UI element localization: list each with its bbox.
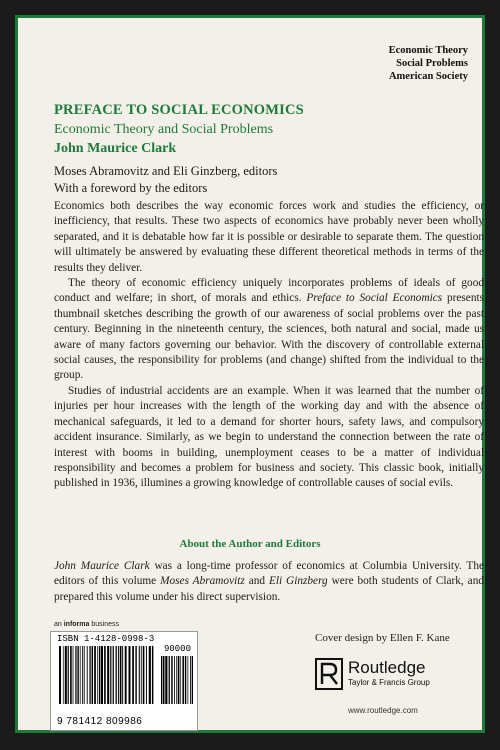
- book-foreword: With a foreword by the editors: [54, 181, 208, 195]
- isbn-barcode: [50, 631, 198, 731]
- isbn-number: 9 781412 809986: [57, 716, 143, 727]
- subject-list: [389, 44, 468, 83]
- price-barcode-bars: [161, 656, 193, 704]
- routledge-logo-icon: [315, 658, 343, 690]
- about-section: [54, 559, 484, 605]
- isbn-label: ISBN 1-4128-0998-3: [57, 634, 155, 644]
- book-author: John Maurice Clark: [54, 141, 177, 156]
- subject-item: American Society: [388, 71, 468, 82]
- publisher-group: Taylor & Francis Group: [348, 678, 430, 687]
- description-paragraph: The theory of economic efficiency uniquely incorporates problems of ideals of good conduct and welfare; in short, of morals and ethics. Preface to Social Economics presents thumbnail sketches describing the growth of our awareness of social problems over the past century. Beginning in the nineteenth century, the sciences, both natural and social, made us aware of many factors governing our behavior. With the discovery of controllable external social causes, the responsibility for problems (and change) shifted from the individual to the group.: [54, 277, 485, 382]
- description-paragraph: Studies of industrial accidents are an example. When it was learned that the number of injuries per hour increases with the length of the working day and with the absence of mechanical safeguards, it led to a demand for shorter hours, safety laws, and compulsory accident insurance. Similarly, as we begin to understand the connection between the rate of interest with booms in building, unemployment ceases to be a matter of individual responsibility and becomes a problem for business and society. This classic book, initially published in 1936, illumines a growing knowledge of controllable causes of social evils.: [54, 384, 484, 490]
- informa-logo: informa: [63, 621, 90, 628]
- price-code: 90000: [163, 644, 191, 654]
- description: [54, 199, 484, 492]
- about-paragraph: John Maurice Clark was a long-time professor of economics at Columbia University. The editors of this volume Moses Abramovitz and Eli Ginzberg were both students of Clark, and prepared this volume under his direct supervision.: [54, 560, 484, 603]
- about-heading: About the Author and Editors: [179, 538, 321, 550]
- book-title: PREFACE TO SOCIAL ECONOMICS: [54, 102, 304, 118]
- informa-business-tag: an informa business: [54, 621, 119, 628]
- book-editors: Moses Abramovitz and Eli Ginzberg, editors: [54, 164, 278, 178]
- subject-item: Social Problems: [396, 58, 468, 69]
- subject-item: Economic Theory: [388, 45, 468, 56]
- book-subtitle: Economic Theory and Social Problems: [54, 122, 274, 137]
- barcode-bars: [59, 646, 155, 704]
- description-paragraph: Economics both describes the way economic forces work and studies the efficiency, or inefficiency, that results. These two aspects of economics have probably never been wholly separated, and it is debatable how far it is possible or desirable to separate them. The question will ultimately be answered by evaluating these different theoretical methods in terms of the results they deliver.: [54, 200, 484, 274]
- publisher-website: www.routledge.com: [348, 706, 418, 715]
- back-cover-panel: [15, 15, 485, 733]
- cover-design-credit: Cover design by Ellen F. Kane: [315, 632, 450, 644]
- publisher-name: Routledge: [348, 658, 426, 677]
